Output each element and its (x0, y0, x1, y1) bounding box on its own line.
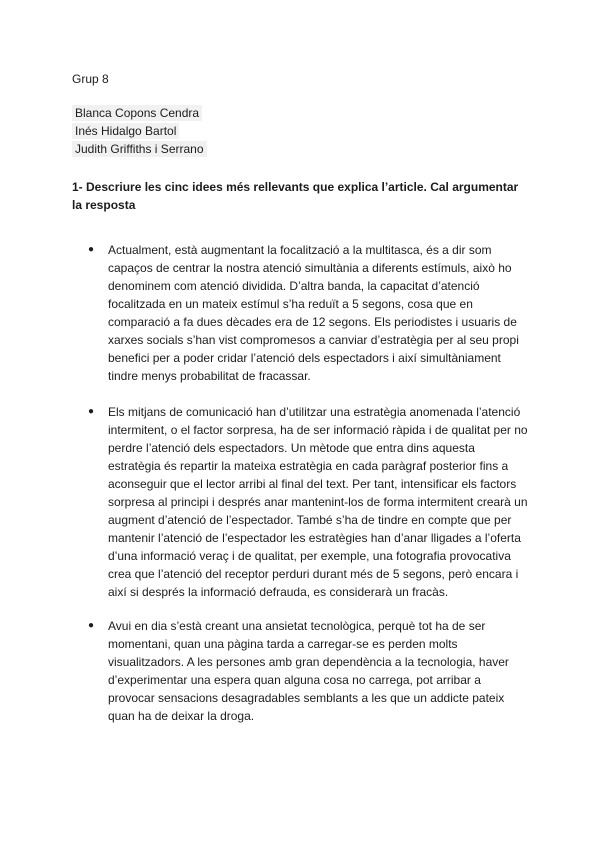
author-name: Judith Griffiths i Serrano (72, 141, 207, 157)
author-name: Inés Hidalgo Bartol (72, 123, 179, 139)
bullet-item (88, 241, 528, 385)
author-list (72, 105, 207, 159)
author-name: Blanca Copons Cendra (72, 105, 202, 121)
bullet-text: Els mitjans de comunicació han d’utilitzar una estratègia anomenada l’atenció intermitent, o el factor sorpresa, ha de ser informació ràpida i de qualitat per no perdre l’atenció dels espectadors. Un mètode que entra dins aquesta estratègia és repartir la mateixa estratègia en cada paràgraf posterior fins a aconseguir que el lector arribi al final del text. Per tant, intensificar els factors sorpresa al principi i després anar mantenint-los de forma intermitent crearà un augment d’atenció de l’espectador. També s’ha de tindre en compte que per mantenir l’atenció de l’espectador les estratègies han d’anar lligades a l’oferta d’una informació veraç i de qualitat, per exemple, una fotografia provocativa crea que l’atenció del receptor perduri durant més de 5 segons, però encara i així si després la informació defrauda, es considerarà un fracàs. (108, 405, 528, 599)
bullet-text: Avui en dia s’està creant una ansietat tecnològica, perquè tot ha de ser momentani, quan una pàgina tarda a carregar-se es perden molts visualitzadors. A les persones amb gran dependència a la tecnologia, haver d’experimentar una espera quan alguna cosa no carrega, pot arribar a provocar sensacions desagradables semblants a les que un addicte pateix quan ha de deixar la droga. (108, 619, 509, 723)
bullet-dot-icon: ● (88, 620, 95, 631)
bullet-text: Actualment, està augmentant la focalització a la multitasca, és a dir som capaços de centrar la nostra atenció simultània a diferents estímuls, això ho denominem com atenció dividida. D’altra banda, la capacitat d’atenció focalitzada en un mateix estímul s’ha reduït a 5 segons, cosa que en comparació a fa dues dècades era de 12 segons. Els periodistes i usuaris de xarxes socials s’han vist compromesos a canviar d’estratègia per al seu propi benefici per a poder cridar l’atenció dels espectadors i així simultàniament tindre menys probabilitat de fracassar. (108, 243, 519, 383)
bullet-item (88, 617, 528, 725)
question-heading: 1- Descriure les cinc idees més rellevants que explica l’article. Cal argumentar la resposta (72, 180, 519, 212)
bullet-dot-icon: ● (88, 244, 95, 255)
bullet-dot-icon: ● (88, 406, 95, 417)
group-label: Grup 8 (72, 72, 109, 86)
bullet-item (88, 403, 528, 601)
